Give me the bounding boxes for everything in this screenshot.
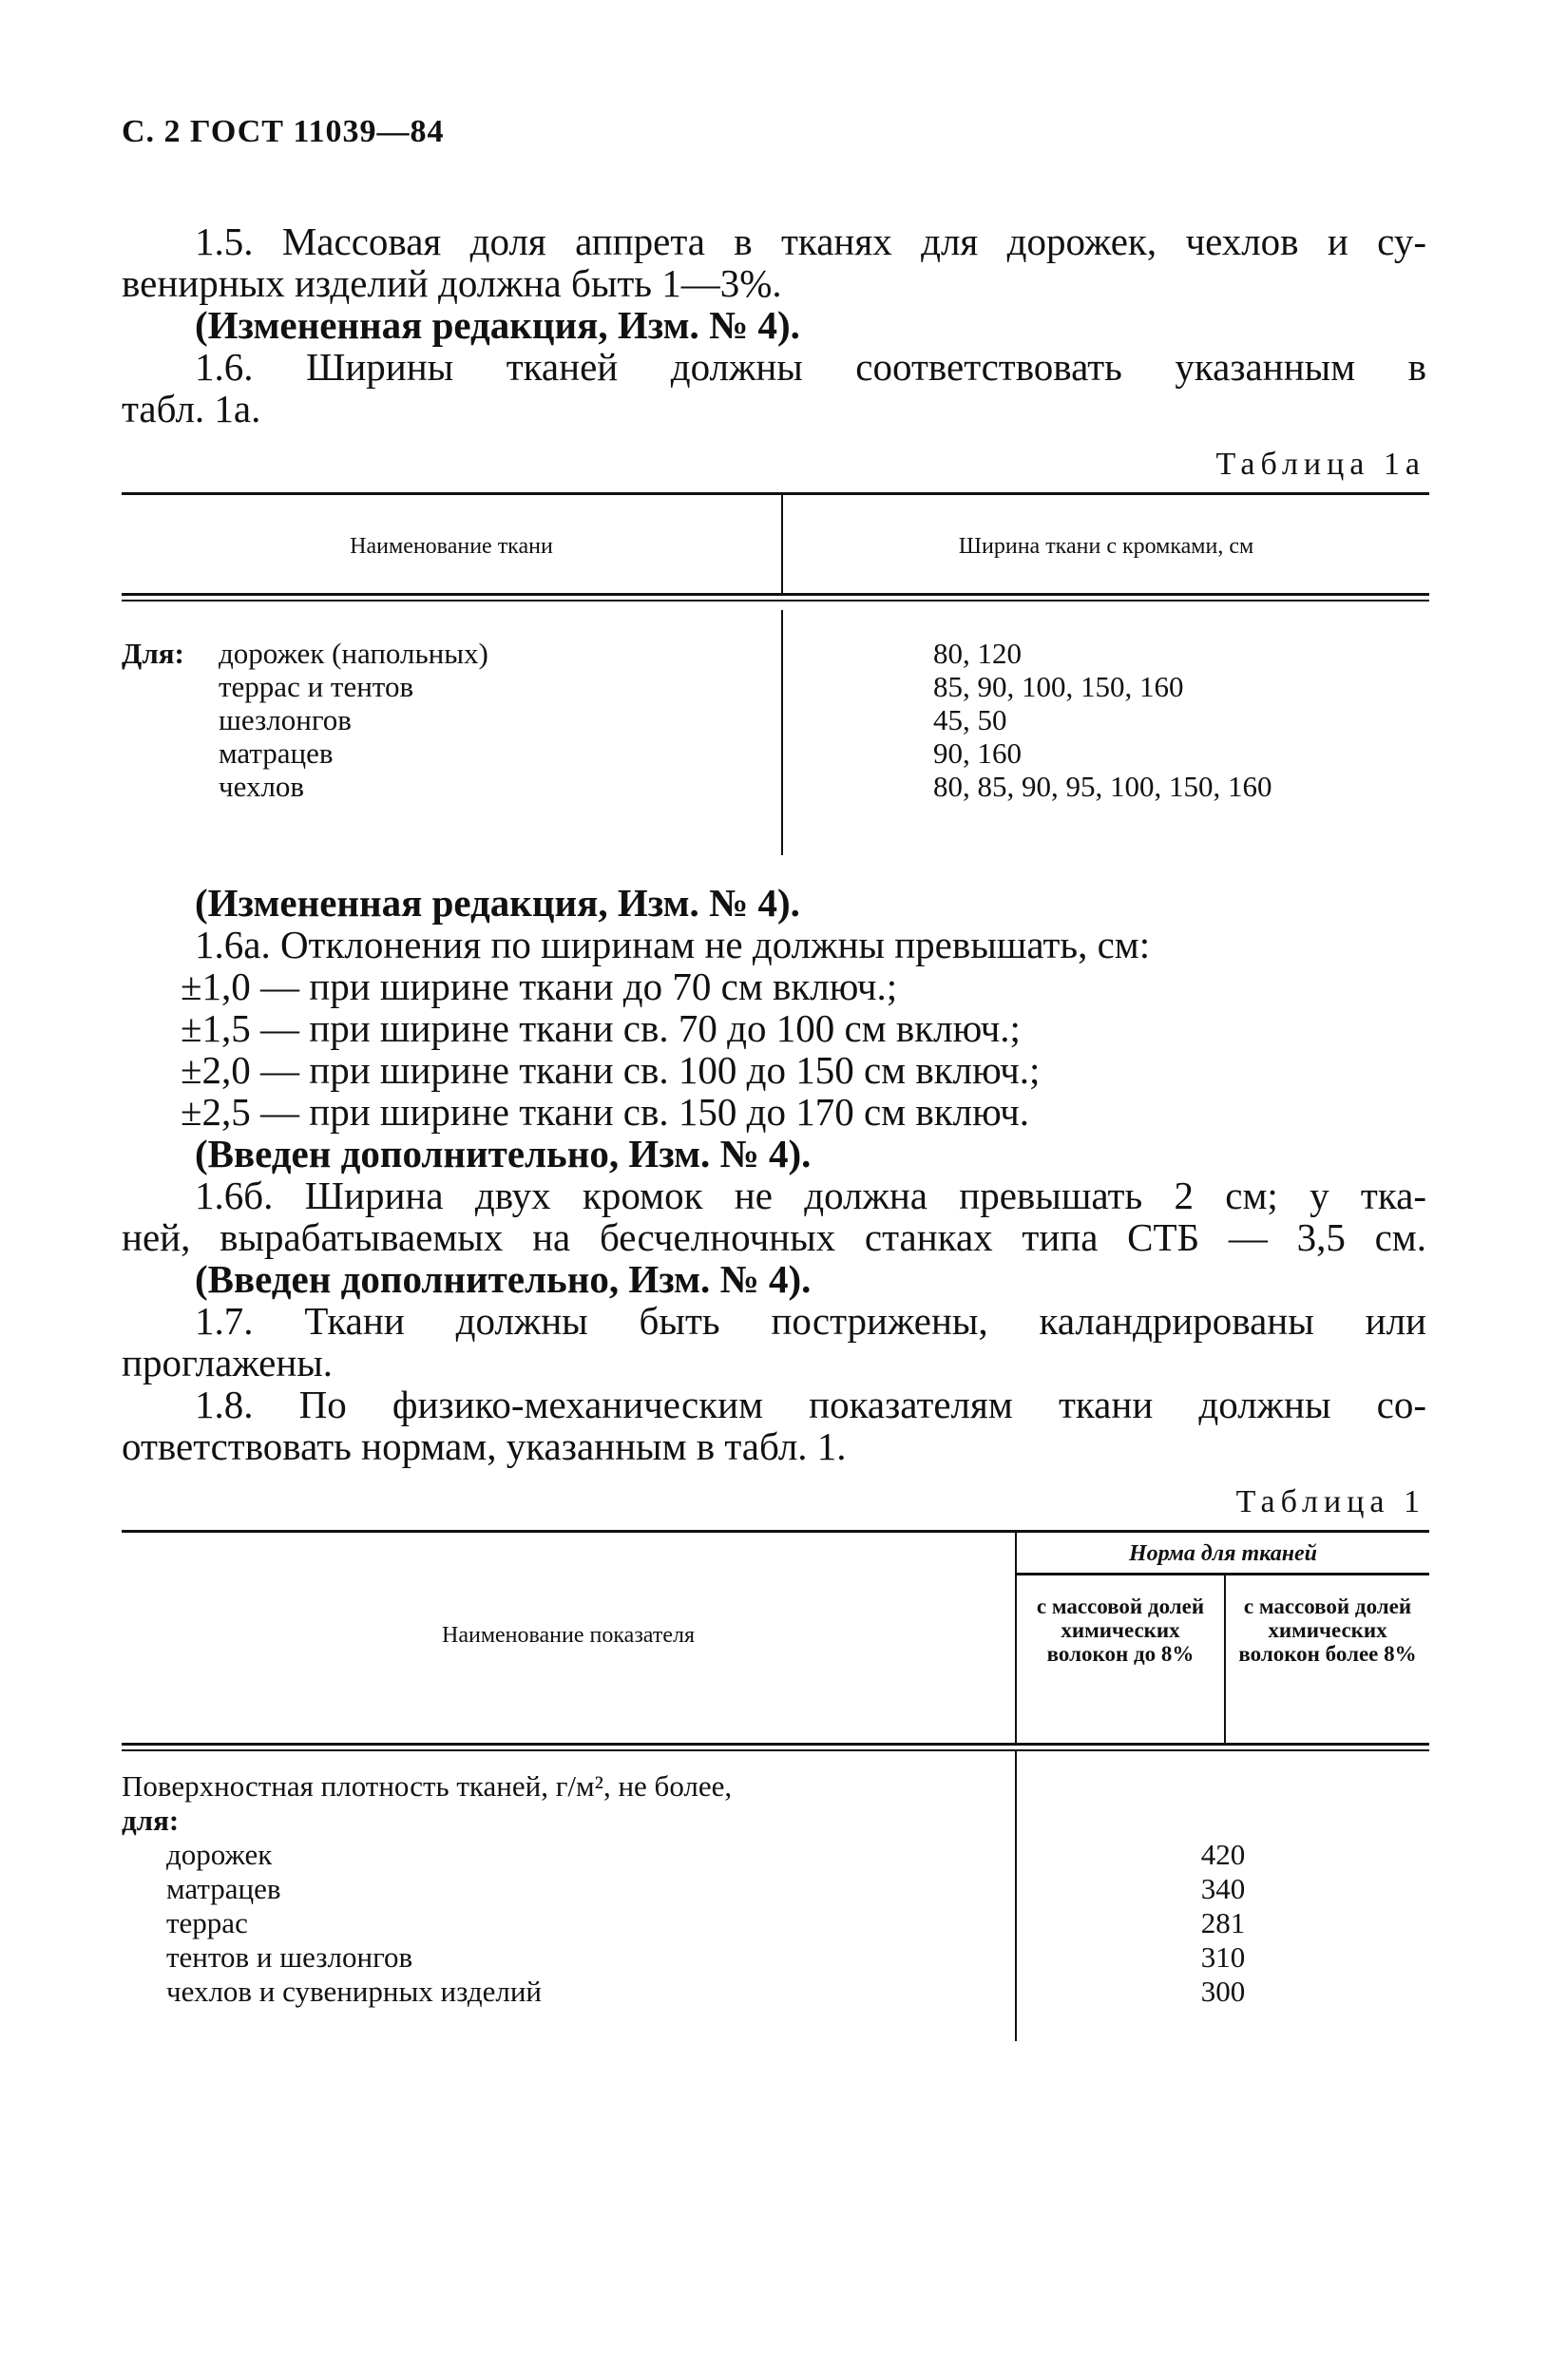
table-1a-row-width: 80, 85, 90, 95, 100, 150, 160 bbox=[933, 770, 1272, 803]
table-1-row-value: 300 bbox=[1200, 1975, 1246, 2008]
table-1-col-sub1: с массовой долей химических волокон до 8% bbox=[1036, 1595, 1205, 1666]
table-1-col-sub2: с массовой долей химических волокон более 8% bbox=[1238, 1595, 1417, 1666]
table-1a-header-rule-2 bbox=[122, 600, 1429, 602]
table-1a-amendment: (Измененная редакция, Изм. № 4). bbox=[195, 881, 800, 925]
table-1-lead-line2: для: bbox=[122, 1804, 180, 1837]
table-1-caption: Таблица 1 bbox=[1235, 1484, 1425, 1519]
table-1a-header-rule bbox=[122, 593, 1429, 596]
table-1-row-name: дорожек bbox=[166, 1838, 273, 1871]
p1-6b-line2: ней, вырабатываемых на бесчелночных станках типа СТБ — 3,5 см. bbox=[122, 1215, 1426, 1259]
table-1a-row-name: чехлов bbox=[219, 770, 305, 803]
table-1-lead-line1: Поверхностная плотность тканей, г/м², не более, bbox=[122, 1769, 733, 1803]
table-1-col-group: Норма для тканей bbox=[1128, 1541, 1318, 1566]
p1-5-amendment: (Измененная редакция, Изм. № 4). bbox=[195, 303, 800, 347]
table-1-row-name: чехлов и сувенирных изделий bbox=[166, 1975, 543, 2008]
table-1-row-name: матрацев bbox=[166, 1872, 281, 1905]
p1-6a-item: ±1,5 — при ширине ткани св. 70 до 100 см включ.; bbox=[181, 1006, 1021, 1050]
table-1-row-name: тентов и шезлонгов bbox=[166, 1940, 413, 1974]
table-1-row-name: террас bbox=[166, 1906, 248, 1939]
table-1-row-value: 310 bbox=[1200, 1940, 1246, 1974]
table-1-header-rule-2 bbox=[122, 1749, 1429, 1751]
table-1a-row-width: 85, 90, 100, 150, 160 bbox=[933, 670, 1184, 703]
table-1a-top-rule bbox=[122, 492, 1429, 495]
page-header: С. 2 ГОСТ 11039—84 bbox=[122, 114, 445, 149]
p1-6a-item: ±2,0 — при ширине ткани св. 100 до 150 см включ.; bbox=[181, 1048, 1041, 1092]
table-1-col-name: Наименование показателя bbox=[442, 1623, 695, 1648]
p1-6-line1: 1.6. Ширины тканей должны соответствовать указанным в bbox=[195, 345, 1426, 389]
table-1-sub-divider bbox=[1224, 1575, 1226, 1743]
table-1a-col-width: Ширина ткани с кромками, см bbox=[958, 534, 1254, 559]
table-1a-row-width: 90, 160 bbox=[933, 736, 1022, 770]
table-1-top-rule bbox=[122, 1530, 1429, 1533]
p1-8-line1: 1.8. По физико-механическим показателям ткани должны со- bbox=[195, 1383, 1426, 1426]
table-1a-prefix: Для: bbox=[122, 637, 184, 670]
p1-8-line2: ответствовать нормам, указанным в табл. 1. bbox=[122, 1424, 847, 1468]
table-1a-caption: Таблица 1а bbox=[1215, 447, 1425, 482]
p1-6a-title: 1.6а. Отклонения по ширинам не должны превышать, см: bbox=[195, 923, 1151, 966]
p1-6b-amendment: (Введен дополнительно, Изм. № 4). bbox=[195, 1257, 812, 1301]
p1-7-line1: 1.7. Ткани должны быть пострижены, каландрированы или bbox=[195, 1299, 1426, 1343]
p1-6-line2: табл. 1а. bbox=[122, 387, 261, 430]
p1-7-line2: проглажены. bbox=[122, 1341, 334, 1385]
table-1-header-rule bbox=[122, 1743, 1429, 1746]
p1-6b-line1: 1.6б. Ширина двух кромок не должна превышать 2 см; у тка- bbox=[195, 1174, 1426, 1217]
table-1-group-rule bbox=[1017, 1573, 1429, 1575]
table-1a-row-name: шезлонгов bbox=[219, 703, 352, 736]
p1-6a-amendment: (Введен дополнительно, Изм. № 4). bbox=[195, 1132, 812, 1175]
table-1a-row-width: 45, 50 bbox=[933, 703, 1007, 736]
p1-6a-item: ±2,5 — при ширине ткани св. 150 до 170 см включ. bbox=[181, 1090, 1030, 1134]
table-1-row-value: 420 bbox=[1200, 1838, 1246, 1871]
table-1a-row-name: дорожек (напольных) bbox=[219, 637, 488, 670]
table-1-row-value: 281 bbox=[1200, 1906, 1246, 1939]
table-1a-body-divider bbox=[781, 610, 783, 855]
p1-6a-item: ±1,0 — при ширине ткани до 70 см включ.; bbox=[181, 964, 898, 1008]
p1-5-line1: 1.5. Массовая доля аппрета в тканях для дорожек, чехлов и су- bbox=[195, 220, 1426, 263]
table-1-row-value: 340 bbox=[1200, 1872, 1246, 1905]
table-1a-row-width: 80, 120 bbox=[933, 637, 1022, 670]
table-1a-col-name: Наименование ткани bbox=[350, 534, 553, 559]
table-1a-row-name: матрацев bbox=[219, 736, 334, 770]
table-1a-row-name: террас и тентов bbox=[219, 670, 414, 703]
p1-5-line2: венирных изделий должна быть 1—3%. bbox=[122, 261, 782, 305]
